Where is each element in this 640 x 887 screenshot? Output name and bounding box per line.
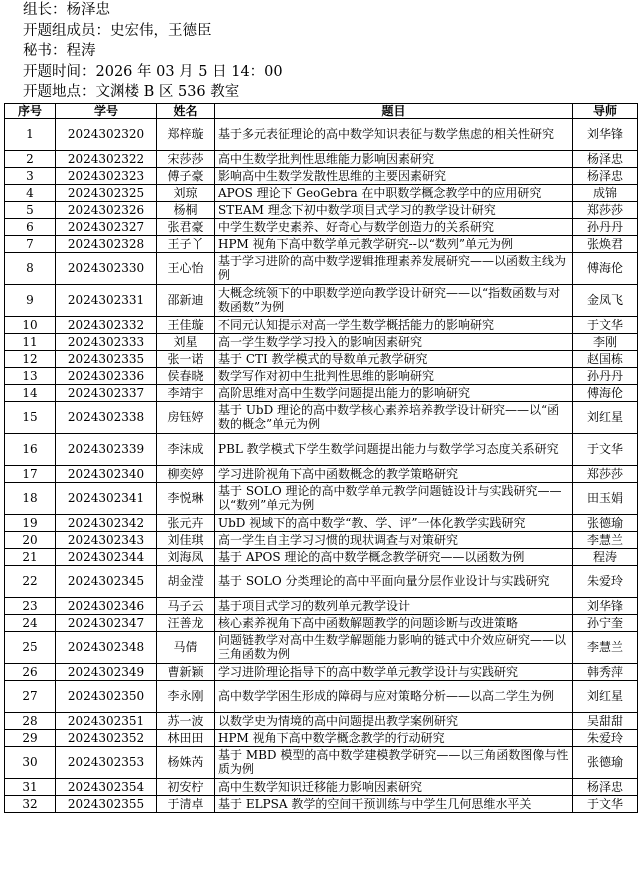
row-number: 20 xyxy=(5,531,56,548)
table-row xyxy=(5,746,638,778)
thesis-title: HPM 视角下高中数学概念教学的行动研究 xyxy=(215,729,573,746)
advisor-name: 赵国栋 xyxy=(573,350,638,367)
table-row xyxy=(5,184,638,201)
advisor-name: 朱爱玲 xyxy=(573,565,638,597)
table-row xyxy=(5,614,638,631)
student-name: 李悦琳 xyxy=(157,482,215,514)
advisor-name: 郑莎莎 xyxy=(573,201,638,218)
student-id: 2024302339 xyxy=(56,433,157,465)
row-number: 8 xyxy=(5,252,56,284)
thesis-title: 基于 SOLO 分类理论的高中平面向量分层作业设计与实践研究 xyxy=(215,565,573,597)
advisor-name: 张德瑜 xyxy=(573,514,638,531)
student-name: 杨姝芮 xyxy=(157,746,215,778)
advisor-name: 程涛 xyxy=(573,548,638,565)
col-header-no: 序号 xyxy=(5,103,56,118)
student-id: 2024302332 xyxy=(56,316,157,333)
advisor-name: 孙丹丹 xyxy=(573,218,638,235)
student-name: 张元卉 xyxy=(157,514,215,531)
thesis-title: 大概念统领下的中职数学逆向教学设计研究——以“指数函数与对数函数”为例 xyxy=(215,284,573,316)
student-name: 汪善龙 xyxy=(157,614,215,631)
thesis-title: 高中生数学知识迁移能力影响因素研究 xyxy=(215,778,573,795)
student-name: 苏一波 xyxy=(157,712,215,729)
student-id: 2024302336 xyxy=(56,367,157,384)
thesis-title: 基于多元表征理论的高中数学知识表征与数学焦虑的相关性研究 xyxy=(215,118,573,150)
student-name: 林田田 xyxy=(157,729,215,746)
table-row xyxy=(5,795,638,812)
student-name: 侯春晓 xyxy=(157,367,215,384)
table-row xyxy=(5,367,638,384)
table-row xyxy=(5,663,638,680)
thesis-title: 基于 UbD 理论的高中数学核心素养培养教学设计研究——以“函数的概念”单元为例 xyxy=(215,401,573,433)
student-id: 2024302351 xyxy=(56,712,157,729)
advisor-name: 于文华 xyxy=(573,316,638,333)
thesis-title: 问题链教学对高中生数学解题能力影响的链式中介效应研究——以三角函数为例 xyxy=(215,631,573,663)
row-number: 7 xyxy=(5,235,56,252)
group-leader: 组长：杨泽忠 xyxy=(23,2,110,18)
row-number: 22 xyxy=(5,565,56,597)
student-name: 李靖宇 xyxy=(157,384,215,401)
advisor-name: 于文华 xyxy=(573,795,638,812)
advisor-name: 田玉娟 xyxy=(573,482,638,514)
row-number: 23 xyxy=(5,597,56,614)
thesis-title: 基于 ELPSA 教学的空间干预训练与中学生几何思维水平关 xyxy=(215,795,573,812)
row-number: 1 xyxy=(5,118,56,150)
thesis-title: UbD 视域下的高中数学“教、学、评”一体化教学实践研究 xyxy=(215,514,573,531)
table-row xyxy=(5,316,638,333)
student-id: 2024302330 xyxy=(56,252,157,284)
row-number: 5 xyxy=(5,201,56,218)
student-table xyxy=(4,103,638,813)
table-row xyxy=(5,631,638,663)
student-name: 刘琼 xyxy=(157,184,215,201)
student-id: 2024302345 xyxy=(56,565,157,597)
student-id: 2024302325 xyxy=(56,184,157,201)
table-row xyxy=(5,465,638,482)
advisor-name: 杨泽忠 xyxy=(573,150,638,167)
student-name: 马倩 xyxy=(157,631,215,663)
table-row xyxy=(5,284,638,316)
row-number: 17 xyxy=(5,465,56,482)
student-id: 2024302346 xyxy=(56,597,157,614)
student-id: 2024302340 xyxy=(56,465,157,482)
advisor-name: 刘红星 xyxy=(573,401,638,433)
header-block xyxy=(0,0,640,103)
student-id: 2024302349 xyxy=(56,663,157,680)
advisor-name: 孙宁奎 xyxy=(573,614,638,631)
table-row xyxy=(5,235,638,252)
row-number: 30 xyxy=(5,746,56,778)
table-row xyxy=(5,712,638,729)
row-number: 14 xyxy=(5,384,56,401)
table-row xyxy=(5,680,638,712)
thesis-title: 基于学习进阶的高中数学逻辑推理素养发展研究——以函数主线为例 xyxy=(215,252,573,284)
table-row xyxy=(5,333,638,350)
student-name: 李沫成 xyxy=(157,433,215,465)
student-name: 张一诺 xyxy=(157,350,215,367)
thesis-title: 基于项目式学习的数列单元教学设计 xyxy=(215,597,573,614)
student-name: 柳奕婷 xyxy=(157,465,215,482)
secretary: 秘书：程涛 xyxy=(23,43,96,60)
row-number: 26 xyxy=(5,663,56,680)
table-row xyxy=(5,778,638,795)
table-row xyxy=(5,218,638,235)
thesis-title: PBL 教学模式下学生数学问题提出能力与数学学习态度关系研究 xyxy=(215,433,573,465)
student-id: 2024302343 xyxy=(56,531,157,548)
row-number: 16 xyxy=(5,433,56,465)
student-name: 曹新颖 xyxy=(157,663,215,680)
row-number: 27 xyxy=(5,680,56,712)
table-header-row xyxy=(5,103,638,118)
advisor-name: 韩秀萍 xyxy=(573,663,638,680)
col-header-title: 题目 xyxy=(215,103,573,118)
table-row xyxy=(5,350,638,367)
row-number: 9 xyxy=(5,284,56,316)
row-number: 29 xyxy=(5,729,56,746)
student-name: 胡金滢 xyxy=(157,565,215,597)
advisor-name: 李慧兰 xyxy=(573,531,638,548)
advisor-name: 傅海伦 xyxy=(573,384,638,401)
student-id: 2024302320 xyxy=(56,118,157,150)
student-name: 王佳璇 xyxy=(157,316,215,333)
student-name: 初安柠 xyxy=(157,778,215,795)
student-name: 房钰婷 xyxy=(157,401,215,433)
row-number: 12 xyxy=(5,350,56,367)
student-id: 2024302341 xyxy=(56,482,157,514)
advisor-name: 李刚 xyxy=(573,333,638,350)
student-name: 马子云 xyxy=(157,597,215,614)
proposal-location: 开题地点：文渊楼 B 区 536 教室 xyxy=(23,84,240,101)
table-row xyxy=(5,118,638,150)
row-number: 21 xyxy=(5,548,56,565)
student-name: 张君豪 xyxy=(157,218,215,235)
student-id: 2024302326 xyxy=(56,201,157,218)
row-number: 3 xyxy=(5,167,56,184)
student-id: 2024302350 xyxy=(56,680,157,712)
table-row xyxy=(5,514,638,531)
table-row xyxy=(5,482,638,514)
thesis-title: STEAM 理念下初中数学项目式学习的教学设计研究 xyxy=(215,201,573,218)
student-id: 2024302328 xyxy=(56,235,157,252)
table-row xyxy=(5,729,638,746)
thesis-title: 高一学生自主学习习惯的现状调查与对策研究 xyxy=(215,531,573,548)
student-name: 杨桐 xyxy=(157,201,215,218)
student-name: 刘海凤 xyxy=(157,548,215,565)
row-number: 31 xyxy=(5,778,56,795)
advisor-name: 傅海伦 xyxy=(573,252,638,284)
advisor-name: 刘红星 xyxy=(573,680,638,712)
advisor-name: 郑莎莎 xyxy=(573,465,638,482)
thesis-title: 影响高中生数学发散性思维的主要因素研究 xyxy=(215,167,573,184)
student-id: 2024302323 xyxy=(56,167,157,184)
advisor-name: 于文华 xyxy=(573,433,638,465)
thesis-title: 基于 CTI 教学模式的导数单元教学研究 xyxy=(215,350,573,367)
row-number: 13 xyxy=(5,367,56,384)
student-name: 于清卓 xyxy=(157,795,215,812)
thesis-title: 基于 SOLO 理论的高中数学单元教学问题链设计与实践研究——以“数列”单元为例 xyxy=(215,482,573,514)
table-row xyxy=(5,565,638,597)
thesis-title: 学习进阶视角下高中函数概念的教学策略研究 xyxy=(215,465,573,482)
advisor-name: 成锦 xyxy=(573,184,638,201)
col-header-name: 姓名 xyxy=(157,103,215,118)
student-name: 刘佳琪 xyxy=(157,531,215,548)
student-id: 2024302327 xyxy=(56,218,157,235)
student-id: 2024302337 xyxy=(56,384,157,401)
student-id: 2024302322 xyxy=(56,150,157,167)
col-header-id: 学号 xyxy=(56,103,157,118)
thesis-title: 高一学生数学学习投入的影响因素研究 xyxy=(215,333,573,350)
student-id: 2024302355 xyxy=(56,795,157,812)
thesis-title: APOS 理论下 GeoGebra 在中职数学概念教学中的应用研究 xyxy=(215,184,573,201)
student-id: 2024302354 xyxy=(56,778,157,795)
student-id: 2024302338 xyxy=(56,401,157,433)
row-number: 25 xyxy=(5,631,56,663)
student-id: 2024302352 xyxy=(56,729,157,746)
row-number: 11 xyxy=(5,333,56,350)
table-row xyxy=(5,597,638,614)
row-number: 6 xyxy=(5,218,56,235)
student-id: 2024302347 xyxy=(56,614,157,631)
student-name: 邵新迪 xyxy=(157,284,215,316)
advisor-name: 杨泽忠 xyxy=(573,167,638,184)
thesis-title: 核心素养视角下高中函数解题教学的问题诊断与改进策略 xyxy=(215,614,573,631)
advisor-name: 金凤飞 xyxy=(573,284,638,316)
table-row xyxy=(5,167,638,184)
advisor-name: 朱爱玲 xyxy=(573,729,638,746)
table-row xyxy=(5,201,638,218)
proposal-time: 开题时间：2026 年 03 月 5 日 14：00 xyxy=(23,63,283,80)
thesis-title: 高中数学学困生形成的障碍与应对策略分析——以高二学生为例 xyxy=(215,680,573,712)
advisor-name: 吴甜甜 xyxy=(573,712,638,729)
table-row xyxy=(5,252,638,284)
advisor-name: 刘华锋 xyxy=(573,597,638,614)
group-members: 开题组成员：史宏伟，王德臣 xyxy=(23,22,212,39)
thesis-title: 数学写作对初中生批判性思维的影响研究 xyxy=(215,367,573,384)
row-number: 2 xyxy=(5,150,56,167)
thesis-title: HPM 视角下高中数学单元教学研究--以“数列”单元为例 xyxy=(215,235,573,252)
student-name: 王子丫 xyxy=(157,235,215,252)
table-row xyxy=(5,531,638,548)
row-number: 10 xyxy=(5,316,56,333)
row-number: 18 xyxy=(5,482,56,514)
student-name: 王心怡 xyxy=(157,252,215,284)
student-id: 2024302342 xyxy=(56,514,157,531)
advisor-name: 孙丹丹 xyxy=(573,367,638,384)
thesis-title: 基于 MBD 模型的高中数学建模教学研究——以三角函数图像与性质为例 xyxy=(215,746,573,778)
student-name: 郑梓璇 xyxy=(157,118,215,150)
student-id: 2024302331 xyxy=(56,284,157,316)
student-name: 傅子豪 xyxy=(157,167,215,184)
row-number: 24 xyxy=(5,614,56,631)
col-header-advisor: 导师 xyxy=(573,103,638,118)
row-number: 19 xyxy=(5,514,56,531)
row-number: 4 xyxy=(5,184,56,201)
table-row xyxy=(5,401,638,433)
thesis-title: 中学生数学史素养、好奇心与数学创造力的关系研究 xyxy=(215,218,573,235)
advisor-name: 刘华锋 xyxy=(573,118,638,150)
advisor-name: 李慧兰 xyxy=(573,631,638,663)
table-body xyxy=(5,118,638,812)
thesis-title: 学习进阶理论指导下的高中数学单元教学设计与实践研究 xyxy=(215,663,573,680)
advisor-name: 张焕君 xyxy=(573,235,638,252)
student-name: 宋莎莎 xyxy=(157,150,215,167)
table-row xyxy=(5,548,638,565)
table-row xyxy=(5,150,638,167)
thesis-title: 基于 APOS 理论的高中数学概念教学研究——以函数为例 xyxy=(215,548,573,565)
thesis-title: 高中生数学批判性思维能力影响因素研究 xyxy=(215,150,573,167)
advisor-name: 张德瑜 xyxy=(573,746,638,778)
student-id: 2024302344 xyxy=(56,548,157,565)
row-number: 15 xyxy=(5,401,56,433)
thesis-title: 高阶思维对高中生数学问题提出能力的影响研究 xyxy=(215,384,573,401)
row-number: 28 xyxy=(5,712,56,729)
student-name: 李永刚 xyxy=(157,680,215,712)
advisor-name: 杨泽忠 xyxy=(573,778,638,795)
student-id: 2024302353 xyxy=(56,746,157,778)
student-id: 2024302333 xyxy=(56,333,157,350)
student-id: 2024302348 xyxy=(56,631,157,663)
thesis-title: 以数学史为情境的高中问题提出教学案例研究 xyxy=(215,712,573,729)
table-row xyxy=(5,433,638,465)
student-id: 2024302335 xyxy=(56,350,157,367)
thesis-title: 不同元认知提示对高一学生数学概括能力的影响研究 xyxy=(215,316,573,333)
table-row xyxy=(5,384,638,401)
row-number: 32 xyxy=(5,795,56,812)
student-name: 刘星 xyxy=(157,333,215,350)
